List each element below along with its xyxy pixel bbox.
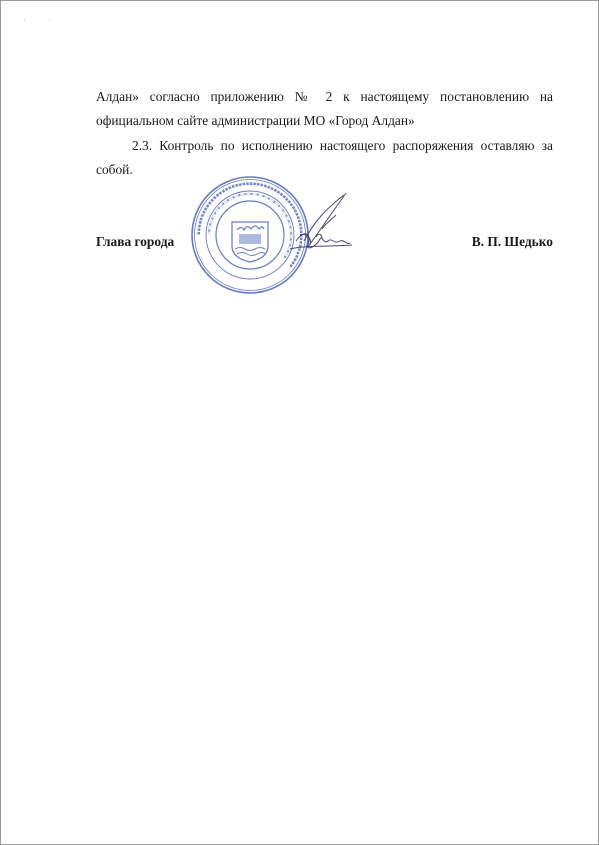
- svg-text:▫▪▫▪▫▪▫▪▫▪▫▪▫▪▫▪▫▪▫▪▫▪▫▪▫▪▫▪▫▪: ▫▪▫▪▫▪▫▪▫▪▫▪▫▪▫▪▫▪▫▪▫▪▫▪▫▪▫▪▫▪▫▪▫▪▫▪▫▪▫▪▫▪▫▪▫▪▫▪▫▪: [206, 191, 294, 260]
- paragraph-control-line-1: 2.3. Контроль по исполнению настоящего распоряжения оставляю за: [132, 138, 553, 153]
- paragraph-control-line-2: собой.: [96, 162, 133, 177]
- svg-text:▪▪▪▪▪▪▪▪▪▪▪▪▪▪▪▪▪▪▪▪▪▪▪▪▪▪▪▪▪▪: ▪▪▪▪▪▪▪▪▪▪▪▪▪▪▪▪▪▪▪▪▪▪▪▪▪▪▪▪▪▪▪▪▪▪▪▪▪▪▪▪▪▪▪▪▪▪▪▪▪▪▪▪▪▪: [195, 180, 305, 269]
- signatory-title: Глава города: [96, 234, 175, 249]
- handwritten-signature-icon: [286, 189, 356, 259]
- paragraph-publication-line-2: официальном сайте администрации МО «Город Алдан»: [96, 113, 415, 128]
- scan-specks: · ·: [23, 15, 62, 25]
- paragraph-publication-line-1: Алдан» согласно приложению № 2 к настоящему постановлению на: [96, 89, 553, 104]
- signatory-name: В. П. Шедько: [471, 234, 553, 249]
- paragraph-publication: [96, 85, 553, 133]
- paragraph-control: [96, 134, 553, 182]
